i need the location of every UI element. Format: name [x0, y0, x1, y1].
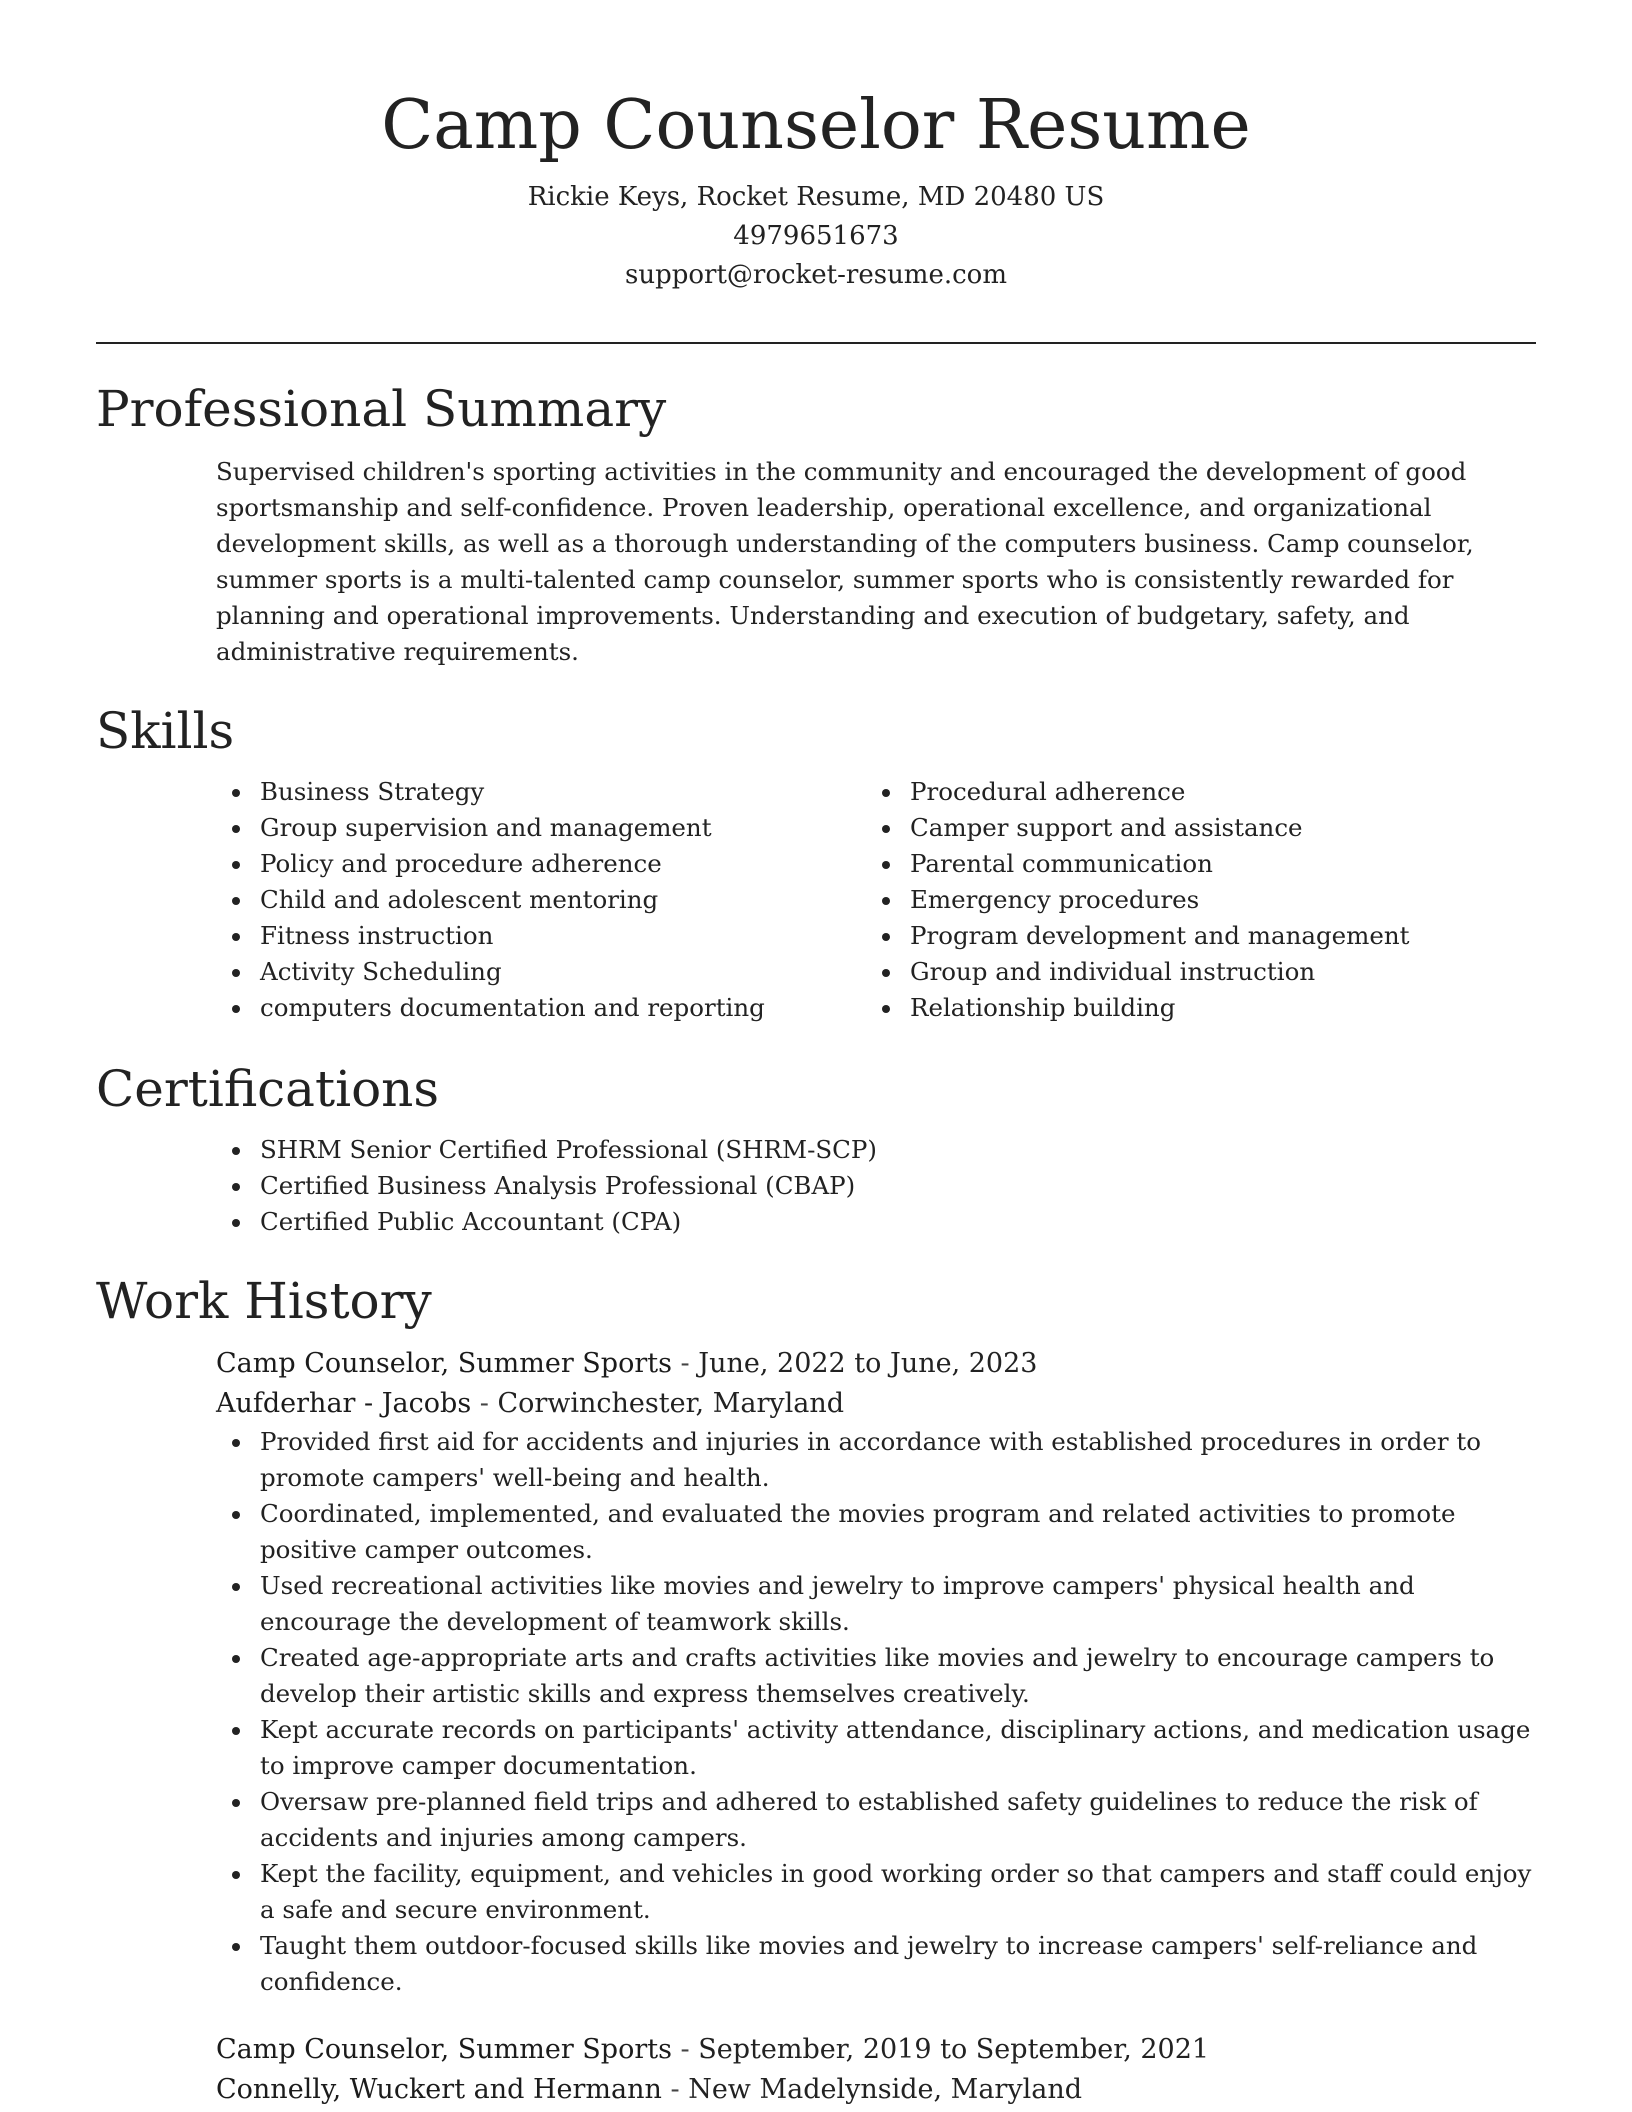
skills-grid — [216, 774, 1536, 1026]
job-separator: - — [661, 2074, 689, 2105]
skills-section — [96, 700, 1536, 1026]
job-duties — [216, 1424, 1536, 2000]
contact-info — [0, 178, 1632, 295]
skill-item: Group and individual instruction — [910, 954, 1516, 990]
job-separator: - — [671, 2034, 699, 2065]
certification-item: Certified Public Accountant (CPA) — [260, 1204, 1536, 1240]
page-title: Camp Counselor Resume — [381, 86, 1251, 165]
skill-item: Group supervision and management — [260, 810, 866, 846]
job-employer: Aufderhar - Jacobs — [216, 1388, 472, 1419]
certification-item: Certified Business Analysis Professional (CBAP) — [260, 1168, 1536, 1204]
header-divider — [96, 342, 1536, 344]
skills-column-right — [866, 774, 1516, 1026]
skill-item: Fitness instruction — [260, 918, 866, 954]
job-separator: - — [671, 1348, 699, 1379]
job-employer-line — [216, 1384, 1536, 1424]
job-entry — [216, 1344, 1536, 2000]
job-employer-line — [216, 2070, 1536, 2110]
resume-header — [0, 0, 1632, 295]
skills-heading: Skills — [96, 702, 235, 760]
job-dates: September, 2019 to September, 2021 — [698, 2034, 1210, 2065]
work-section — [96, 1270, 1536, 2110]
skill-item: Policy and procedure adherence — [260, 846, 866, 882]
skill-item: Procedural adherence — [910, 774, 1516, 810]
contact-address: Rickie Keys, Rocket Resume, MD 20480 US — [527, 182, 1105, 212]
skill-item: Relationship building — [910, 990, 1516, 1026]
skill-item: Activity Scheduling — [260, 954, 866, 990]
skill-item: Emergency procedures — [910, 882, 1516, 918]
job-title-line — [216, 2030, 1536, 2070]
skill-item: Camper support and assistance — [910, 810, 1516, 846]
job-employer: Connelly, Wuckert and Hermann — [216, 2074, 662, 2105]
certifications-heading: Certifications — [96, 1060, 440, 1118]
skill-item: Parental communication — [910, 846, 1516, 882]
skills-column-left — [216, 774, 866, 1026]
duty-item: Taught them outdoor-focused skills like movies and jewelry to increase campers' self-reliance and confidence. — [260, 1928, 1536, 2000]
summary-heading: Professional Summary — [96, 380, 667, 438]
skill-item: Child and adolescent mentoring — [260, 882, 866, 918]
contact-phone: 4979651673 — [733, 221, 899, 251]
job-title: Camp Counselor, Summer Sports — [216, 1348, 672, 1379]
job-title: Camp Counselor, Summer Sports — [216, 2034, 672, 2065]
summary-section — [96, 378, 1536, 670]
skill-item: Program development and management — [910, 918, 1516, 954]
job-dates: June, 2022 to June, 2023 — [698, 1348, 1038, 1379]
skill-item: Business Strategy — [260, 774, 866, 810]
duty-item: Kept accurate records on participants' activity attendance, disciplinary actions, and medication usage to improve camper documentation. — [260, 1712, 1536, 1784]
certifications-section — [96, 1058, 1536, 1240]
skill-item: computers documentation and reporting — [260, 990, 866, 1026]
job-entry — [216, 2030, 1536, 2110]
summary-text: Supervised children's sporting activities in the community and encouraged the development of good sportsmanship and self-confidence. Proven leadership, operational excellence, and organizational development skills, as well as a thorough understanding of the computers business. Camp counselor, summer sports is a multi-talented camp counselor, summer sports who is consistently rewarded for planning and operational improvements. Understanding and execution of budgetary, safety, and administrative requirements. — [216, 457, 1474, 666]
job-title-line — [216, 1344, 1536, 1384]
job-location: Corwinchester, Maryland — [497, 1388, 845, 1419]
duty-item: Created age-appropriate arts and crafts activities like movies and jewelry to encourage campers to develop their artistic skills and express themselves creatively. — [260, 1640, 1536, 1712]
job-location: New Madelynside, Maryland — [688, 2074, 1082, 2105]
duty-item: Used recreational activities like movies and jewelry to improve campers' physical health and encourage the development of teamwork skills. — [260, 1568, 1536, 1640]
certification-item: SHRM Senior Certified Professional (SHRM-SCP) — [260, 1132, 1536, 1168]
work-heading: Work History — [96, 1272, 432, 1330]
duty-item: Coordinated, implemented, and evaluated the movies program and related activities to promote positive camper outcomes. — [260, 1496, 1536, 1568]
duty-item: Provided first aid for accidents and injuries in accordance with established procedures in order to promote campers' well-being and health. — [260, 1424, 1536, 1496]
contact-email: support@rocket-resume.com — [624, 260, 1007, 290]
duty-item: Oversaw pre-planned field trips and adhered to established safety guidelines to reduce the risk of accidents and injuries among campers. — [260, 1784, 1536, 1856]
duty-item: Kept the facility, equipment, and vehicles in good working order so that campers and staff could enjoy a safe and secure environment. — [260, 1856, 1536, 1928]
job-separator: - — [471, 1388, 498, 1419]
